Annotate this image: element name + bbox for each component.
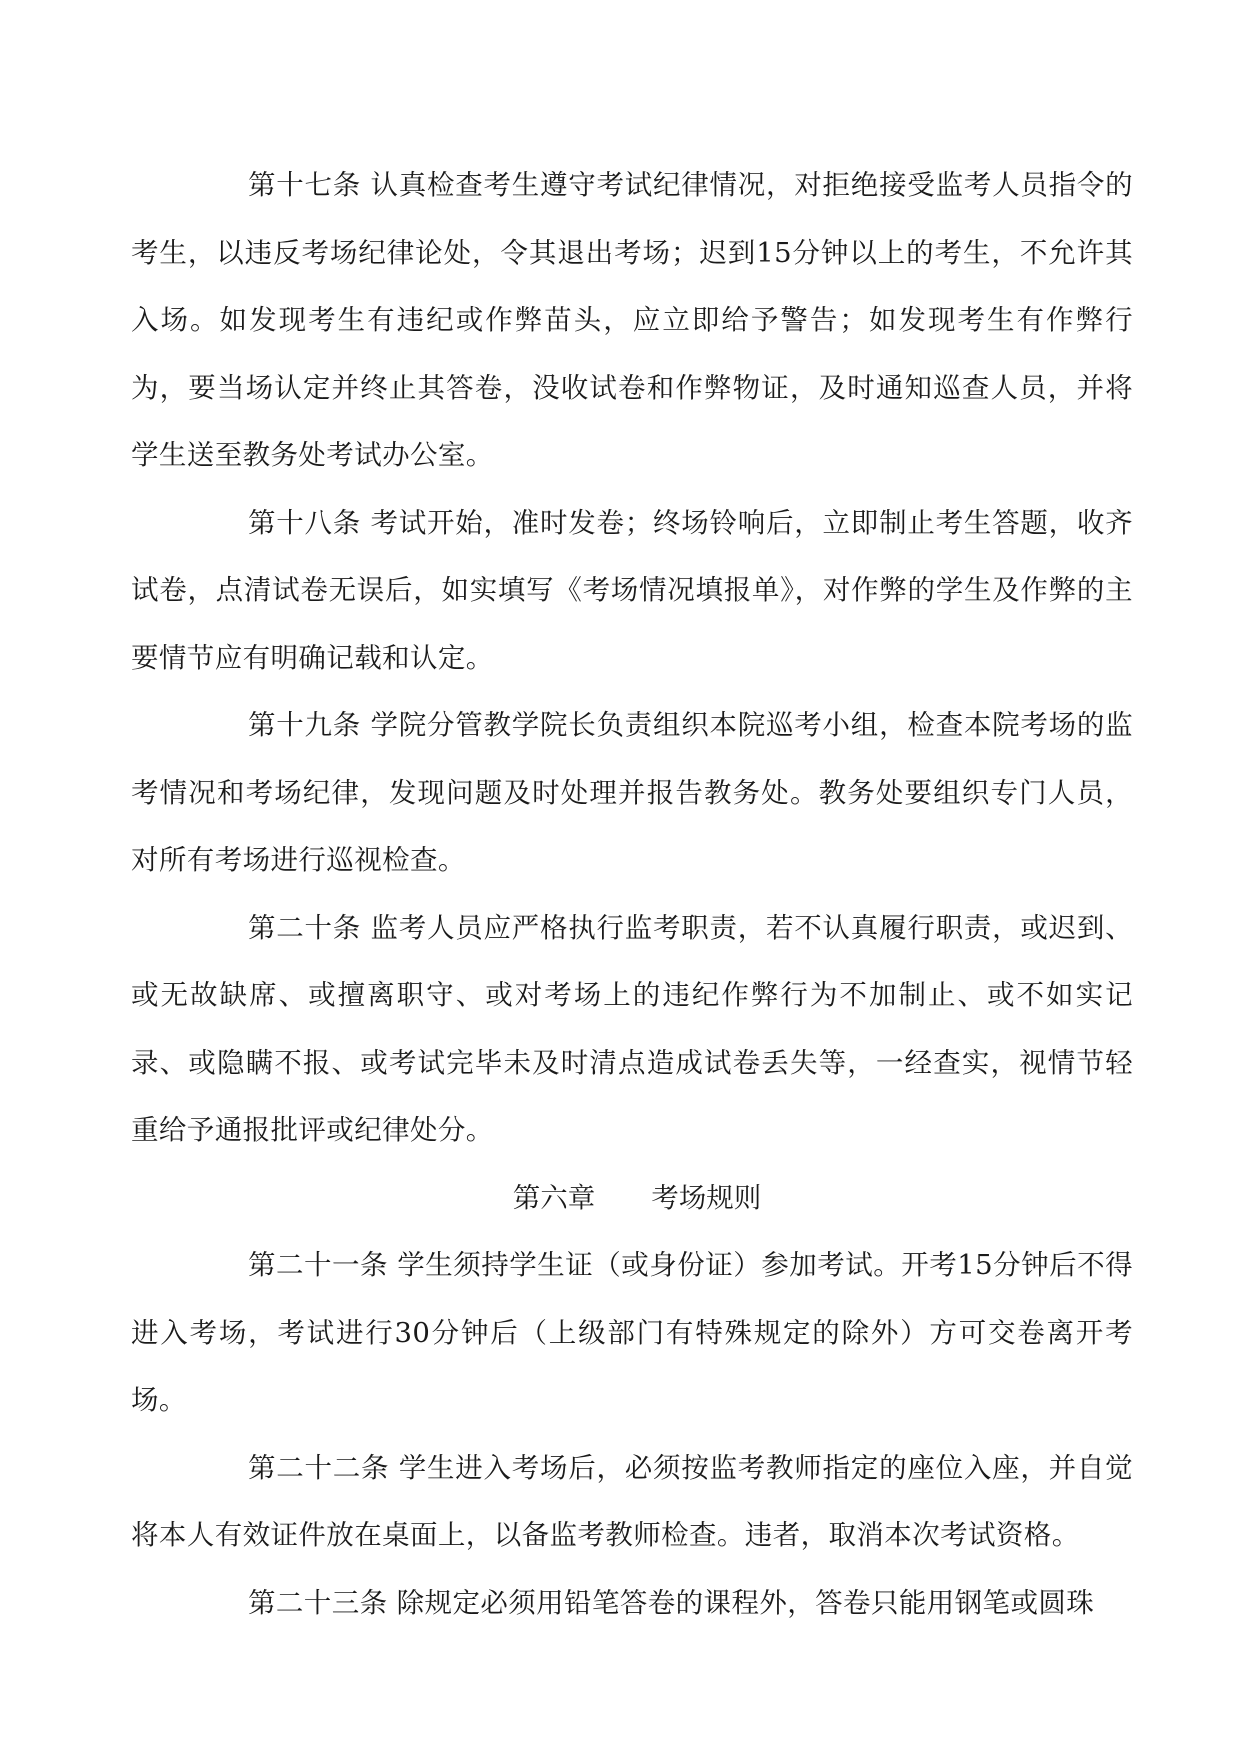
chapter-heading: [131, 1165, 1133, 1233]
article-23: 第二十三条 除规定必须用铅笔答卷的课程外，答卷只能用钢笔或圆珠: [248, 1586, 1095, 1619]
article-19: 第十九条 学院分管教学院长负责组织本院巡考小组，检查本院考场的监考情况和考场纪律，发现问题及时处理并报告教务处。教务处要组织专门人员，对所有考场进行巡视检查。: [131, 709, 1133, 876]
chapter-title: 考场规则: [651, 1181, 762, 1214]
article-20: 第二十条 监考人员应严格执行监考职责，若不认真履行职责，或迟到、或无故缺席、或擅离职守、或对考场上的违纪作弊行为不加制止、或不如实记录、或隐瞒不报、或考试完毕未及时清点造成试卷丢失等，一经查实，视情节轻重给予通报批评或纪律处分。: [131, 911, 1133, 1146]
article-21: 第二十一条 学生须持学生证（或身份证）参加考试。开考15分钟后不得进入考场，考试进行30分钟后（上级部门有特殊规定的除外）方可交卷离开考场。: [131, 1249, 1133, 1416]
chapter-number: 第六章: [512, 1181, 596, 1214]
article-22: 第二十二条 学生进入考场后，必须按监考教师指定的座位入座，并自觉将本人有效证件放在桌面上，以备监考教师检查。违者，取消本次考试资格。: [131, 1451, 1133, 1551]
document-page: [131, 152, 1133, 1637]
article-18: 第十八条 考试开始，准时发卷；终场铃响后，立即制止考生答题，收齐试卷，点清试卷无误后，如实填写《考场情况填报单》，对作弊的学生及作弊的主要情节应有明确记载和认定。: [131, 506, 1133, 674]
article-17: 第十七条 认真检查考生遵守考试纪律情况，对拒绝接受监考人员指令的考生，以违反考场纪律论处，令其退出考场；迟到15分钟以上的考生，不允许其入场。如发现考生有违纪或作弊苗头，应立即给予警告；如发现考生有作弊行为，要当场认定并终止其答卷，没收试卷和作弊物证，及时通知巡查人员，并将学生送至教务处考试办公室。: [131, 169, 1133, 471]
